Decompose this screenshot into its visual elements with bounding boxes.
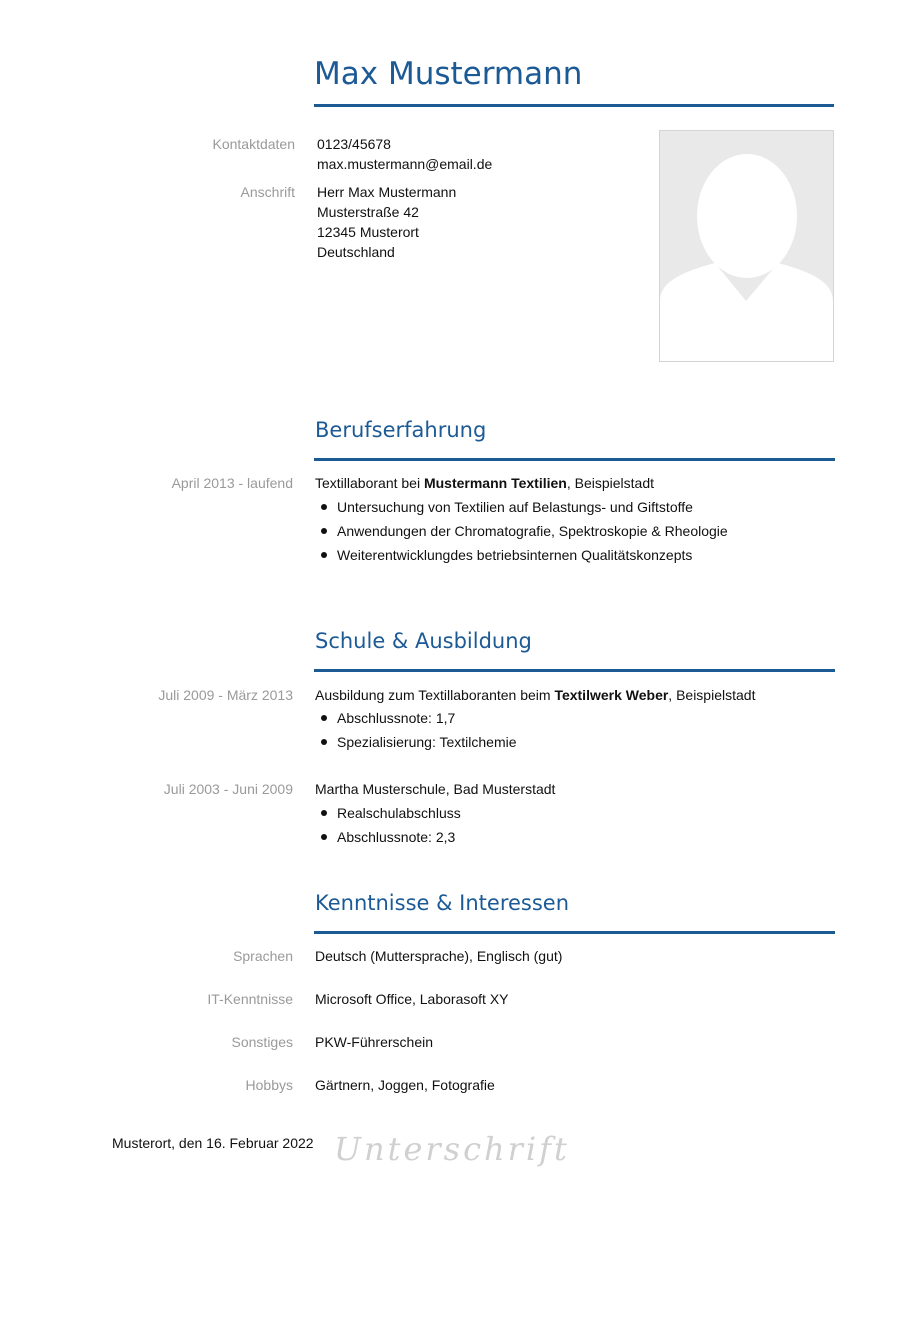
address-line: Herr Max Mustermann bbox=[317, 184, 457, 200]
address-line: 12345 Musterort bbox=[317, 224, 419, 240]
section-title-experience: Berufserfahrung bbox=[314, 415, 835, 461]
list-item: Abschlussnote: 1,7 bbox=[315, 708, 517, 732]
entry-prefix: Ausbildung zum Textillaboranten beim bbox=[315, 687, 555, 703]
section-title-education: Schule & Ausbildung bbox=[314, 626, 835, 672]
page-title: Max Mustermann bbox=[314, 52, 834, 107]
list-item: Untersuchung von Textilien auf Belastungs- und Giftstoffe bbox=[315, 497, 728, 521]
place-date: Musterort, den 16. Februar 2022 bbox=[112, 1135, 314, 1151]
entry-prefix: Textillaborant bei bbox=[315, 475, 424, 491]
skill-label: Hobbys bbox=[245, 1077, 293, 1093]
entry-suffix: , Beispielstadt bbox=[668, 687, 756, 703]
entry-company: Mustermann Textilien bbox=[423, 475, 567, 491]
entry-heading bbox=[315, 685, 755, 705]
entry-period: April 2013 - laufend bbox=[171, 475, 293, 491]
phone-number: 0123/45678 bbox=[317, 136, 391, 152]
entry-company: Textilwerk Weber bbox=[554, 687, 669, 703]
section-title-skills: Kenntnisse & Interessen bbox=[314, 888, 835, 934]
skill-label: Sprachen bbox=[233, 948, 293, 964]
entry-suffix: , Beispielstadt bbox=[566, 475, 655, 491]
entry-heading: Martha Musterschule, Bad Musterstadt bbox=[315, 781, 556, 797]
list-item: Abschlussnote: 2,3 bbox=[315, 827, 461, 851]
entry-bullet-list bbox=[315, 497, 728, 569]
email-address: max.mustermann@email.de bbox=[317, 156, 493, 172]
list-item: Spezialisierung: Textilchemie bbox=[315, 732, 517, 756]
address-line: Musterstraße 42 bbox=[317, 204, 419, 220]
skill-value: PKW-Führerschein bbox=[315, 1034, 434, 1050]
entry-heading bbox=[315, 473, 654, 493]
list-item: Realschulabschluss bbox=[315, 803, 461, 827]
entry-period: Juli 2009 - März 2013 bbox=[158, 687, 293, 703]
profile-photo bbox=[659, 130, 834, 362]
entry-bullet-list bbox=[315, 803, 461, 851]
avatar-placeholder-icon bbox=[660, 131, 833, 361]
signature: Unterschrift bbox=[334, 1130, 570, 1168]
skill-label: IT-Kenntnisse bbox=[207, 991, 293, 1007]
skill-label: Sonstiges bbox=[231, 1034, 293, 1050]
skill-value: Gärtnern, Joggen, Fotografie bbox=[315, 1077, 495, 1093]
contact-label: Kontaktdaten bbox=[212, 136, 295, 152]
skill-value: Deutsch (Muttersprache), Englisch (gut) bbox=[315, 948, 563, 964]
list-item: Weiterentwicklungdes betriebsinternen Qualitätskonzepts bbox=[315, 545, 728, 569]
list-item: Anwendungen der Chromatografie, Spektroskopie & Rheologie bbox=[315, 521, 728, 545]
entry-period: Juli 2003 - Juni 2009 bbox=[163, 781, 293, 797]
entry-bullet-list bbox=[315, 708, 517, 756]
address-label: Anschrift bbox=[240, 184, 295, 200]
skill-value: Microsoft Office, Laborasoft XY bbox=[315, 991, 509, 1007]
address-line: Deutschland bbox=[317, 244, 395, 260]
